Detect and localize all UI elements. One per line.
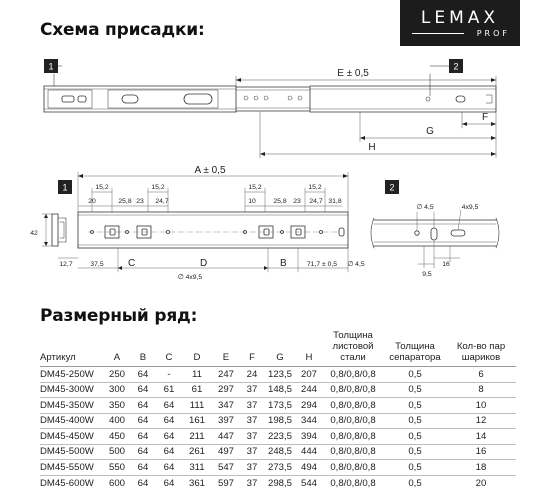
table-cell: 450: [104, 429, 130, 445]
detail-16: 16: [442, 261, 450, 268]
table-cell: 350: [104, 398, 130, 414]
dim-42: 42: [30, 230, 38, 237]
detail-hole-4-5: ∅ 4,5: [416, 204, 434, 211]
dim-23-b: 23: [293, 198, 301, 205]
table-cell: 0,8/0,8/0,8: [322, 460, 384, 476]
detail-dimensions: [417, 210, 461, 268]
table-cell: -: [156, 367, 182, 383]
table-cell: 223,5: [264, 429, 296, 445]
article-cell: DM45-250W: [40, 367, 104, 383]
table-cell: 12: [446, 413, 516, 429]
table-cell: 37: [240, 429, 264, 445]
article-cell: DM45-600W: [40, 475, 104, 491]
table-cell: 0,5: [384, 475, 446, 491]
header-cell: Артикул: [40, 352, 76, 363]
table-cell: 347: [212, 398, 240, 414]
table-cell: 64: [130, 413, 156, 429]
header-cell: A: [113, 352, 121, 363]
table-row: [40, 382, 516, 398]
table-cell: 0,8/0,8/0,8: [322, 413, 384, 429]
dim-24-7-a: 24,7: [155, 198, 169, 205]
table-cell: 394: [296, 429, 322, 445]
table-cell: 444: [296, 444, 322, 460]
dim-c: C: [128, 258, 136, 269]
svg-text:2: 2: [453, 61, 459, 72]
table-cell: 64: [130, 460, 156, 476]
table-cell: 0,5: [384, 382, 446, 398]
article-cell: DM45-450W: [40, 429, 104, 445]
svg-text:2: 2: [389, 182, 395, 193]
table-cell: 0,5: [384, 429, 446, 445]
dim-hole-4-5: ∅ 4,5: [347, 261, 365, 268]
table-cell: 550: [104, 460, 130, 476]
header-cell: F: [249, 352, 255, 363]
dim-hole-4x9-5: ∅ 4x9,5: [177, 274, 203, 281]
table-cell: 0,8/0,8/0,8: [322, 475, 384, 491]
table-cell: 173,5: [264, 398, 296, 414]
article-cell: DM45-300W: [40, 382, 104, 398]
table-cell: 600: [104, 475, 130, 491]
table-cell: 64: [130, 398, 156, 414]
badge-2-top: [449, 59, 463, 73]
table-cell: 361: [182, 475, 212, 491]
table-cell: 297: [212, 382, 240, 398]
table-cell: 64: [156, 398, 182, 414]
dim-31-8: 31,8: [328, 198, 342, 205]
table-cell: 298,5: [264, 475, 296, 491]
table-cell: 0,8/0,8/0,8: [322, 429, 384, 445]
table-cell: 0,5: [384, 444, 446, 460]
header-cell: Толщина сепаратора: [389, 341, 441, 363]
table-cell: 294: [296, 398, 322, 414]
table-cell: 61: [182, 382, 212, 398]
dim-24-7-b: 24,7: [309, 198, 323, 205]
dim-b: B: [280, 258, 287, 269]
table-cell: 447: [212, 429, 240, 445]
dim-20: 20: [88, 198, 96, 205]
table-cell: 244: [296, 382, 322, 398]
detail-slot-4x9-5: 4x9,5: [461, 204, 479, 211]
table-cell: 494: [296, 460, 322, 476]
table-cell: 400: [104, 413, 130, 429]
dim-25-8-a: 25,8: [118, 198, 132, 205]
table-cell: 64: [156, 460, 182, 476]
badge-2-side: [385, 180, 399, 194]
header-cell: Толщина листовой стали: [332, 330, 374, 363]
dim-15-2-d: 15,2: [308, 184, 322, 191]
dim-71-7: 71,7 ± 0,5: [306, 261, 338, 268]
table-cell: 161: [182, 413, 212, 429]
table-cell: 64: [156, 429, 182, 445]
detail-view: [371, 218, 499, 248]
dim-h: H: [368, 142, 376, 153]
side-dimensions: [42, 172, 348, 272]
table-cell: 0,8/0,8/0,8: [322, 444, 384, 460]
table-cell: 397: [212, 413, 240, 429]
table-cell: 300: [104, 382, 130, 398]
header-cell: B: [139, 352, 147, 363]
dim-15-2-b: 15,2: [151, 184, 165, 191]
dim-25-8-b: 25,8: [273, 198, 287, 205]
table-row: [40, 398, 516, 414]
table-cell: 544: [296, 475, 322, 491]
dim-23-a: 23: [136, 198, 144, 205]
header-cell: G: [276, 352, 284, 363]
table-cell: 198,5: [264, 413, 296, 429]
table-cell: 0,8/0,8/0,8: [322, 367, 384, 383]
table-row: [40, 429, 516, 445]
table-row: [40, 413, 516, 429]
table-cell: 0,5: [384, 398, 446, 414]
table-row: [40, 367, 516, 383]
table-cell: 247: [212, 367, 240, 383]
dim-15-2-c: 15,2: [248, 184, 262, 191]
dim-g: G: [426, 126, 434, 137]
table-cell: 273,5: [264, 460, 296, 476]
logo-sub: PROF: [476, 29, 510, 38]
table-cell: 61: [156, 382, 182, 398]
size-table: [40, 330, 516, 491]
dim-d: D: [200, 258, 208, 269]
assembly-view: [44, 86, 496, 112]
table-cell: 261: [182, 444, 212, 460]
dim-10: 10: [248, 198, 256, 205]
header-cell: Кол-во пар шариков: [456, 341, 506, 363]
side-view: [52, 212, 348, 248]
table-cell: 250: [104, 367, 130, 383]
table-cell: 37: [240, 460, 264, 476]
table-cell: 64: [130, 367, 156, 383]
table-cell: 10: [446, 398, 516, 414]
table-cell: 37: [240, 382, 264, 398]
dim-15-2-a: 15,2: [95, 184, 109, 191]
dim-a: A ± 0,5: [194, 165, 226, 176]
header-cell: C: [165, 352, 173, 363]
table-cell: 18: [446, 460, 516, 476]
badge-1-side: [58, 180, 72, 194]
header-cell: H: [305, 352, 313, 363]
dim-f: F: [481, 112, 489, 123]
table-row: [40, 444, 516, 460]
table-cell: 37: [240, 444, 264, 460]
table-cell: 8: [446, 382, 516, 398]
table-header-row: [40, 330, 516, 367]
table-cell: 0,5: [384, 413, 446, 429]
table-cell: 20: [446, 475, 516, 491]
table-cell: 0,8/0,8/0,8: [322, 398, 384, 414]
header-cell: D: [193, 352, 201, 363]
table-cell: 64: [130, 475, 156, 491]
detail-9-5: 9,5: [422, 271, 432, 278]
table-cell: 0,5: [384, 460, 446, 476]
logo-brand: LEMAX: [420, 8, 500, 28]
page-title: Схема присадки:: [40, 20, 205, 40]
table-cell: 500: [104, 444, 130, 460]
dim-e: E ± 0,5: [337, 68, 369, 79]
table-cell: 16: [446, 444, 516, 460]
badge-1-top: [44, 59, 58, 73]
table-cell: 211: [182, 429, 212, 445]
table-cell: 64: [156, 413, 182, 429]
table-cell: 497: [212, 444, 240, 460]
table-cell: 311: [182, 460, 212, 476]
table-cell: 597: [212, 475, 240, 491]
svg-text:1: 1: [62, 182, 68, 193]
article-cell: DM45-350W: [40, 398, 104, 414]
dim-12-7: 12,7: [59, 261, 73, 268]
dim-37-5: 37,5: [90, 261, 104, 268]
section-title: Размерный ряд:: [40, 306, 198, 326]
table-cell: 123,5: [264, 367, 296, 383]
table-cell: 0,8/0,8/0,8: [322, 382, 384, 398]
table-cell: 64: [130, 444, 156, 460]
table-cell: 111: [182, 398, 212, 414]
table-cell: 11: [182, 367, 212, 383]
table-cell: 24: [240, 367, 264, 383]
article-cell: DM45-400W: [40, 413, 104, 429]
table-row: [40, 460, 516, 476]
table-row: [40, 475, 516, 491]
article-cell: DM45-500W: [40, 444, 104, 460]
table-cell: 64: [130, 382, 156, 398]
table-cell: 64: [156, 444, 182, 460]
table-cell: 148,5: [264, 382, 296, 398]
table-cell: 64: [156, 475, 182, 491]
table-cell: 547: [212, 460, 240, 476]
table-cell: 64: [130, 429, 156, 445]
table-cell: 344: [296, 413, 322, 429]
svg-text:1: 1: [48, 61, 54, 72]
table-cell: 37: [240, 398, 264, 414]
table-cell: 207: [296, 367, 322, 383]
table-cell: 37: [240, 413, 264, 429]
table-cell: 0,5: [384, 367, 446, 383]
table-cell: 6: [446, 367, 516, 383]
table-cell: 248,5: [264, 444, 296, 460]
table-cell: 37: [240, 475, 264, 491]
article-cell: DM45-550W: [40, 460, 104, 476]
header-cell: E: [222, 352, 230, 363]
table-cell: 14: [446, 429, 516, 445]
